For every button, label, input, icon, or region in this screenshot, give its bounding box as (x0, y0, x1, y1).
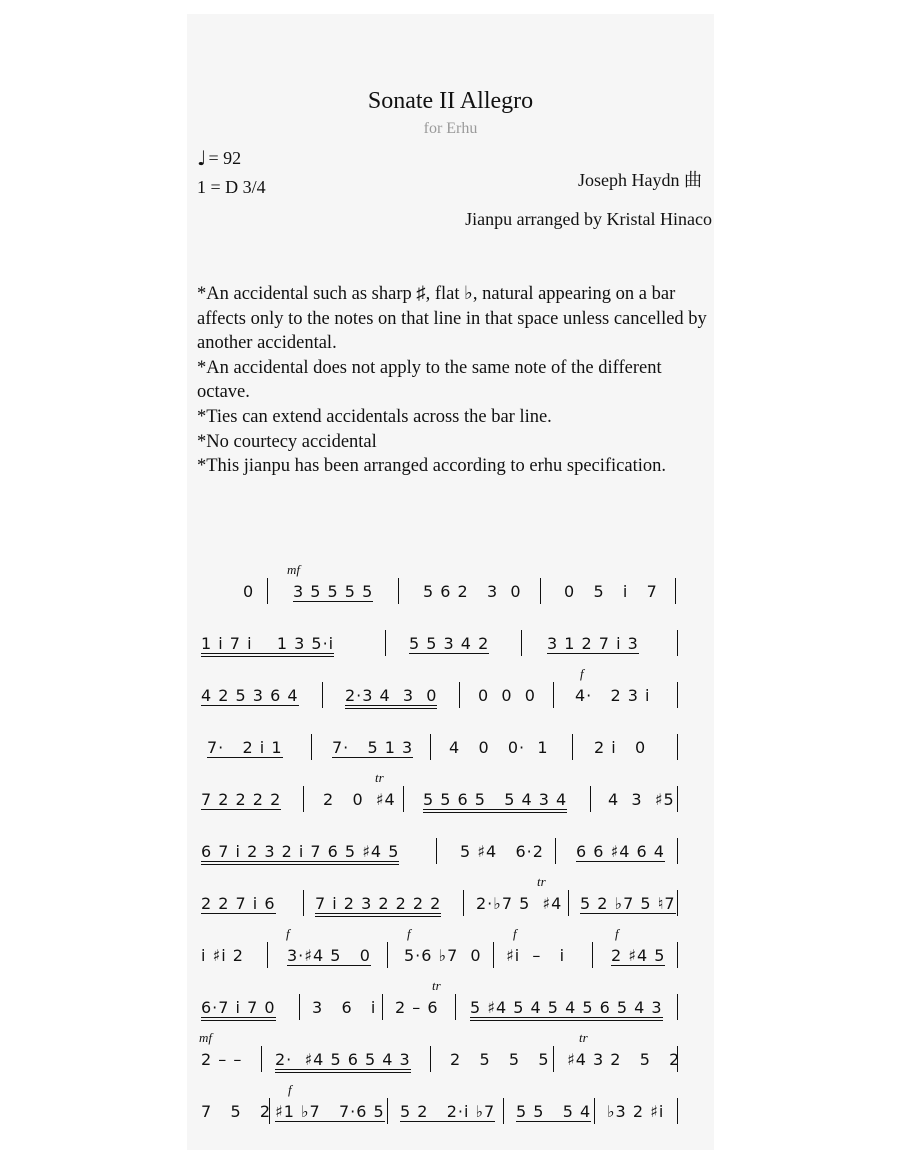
measure: 2 – – (201, 1050, 243, 1069)
score-row (187, 978, 714, 1038)
measure: 7 5 2 (201, 1102, 272, 1121)
bar-line (553, 682, 554, 708)
bar-line (430, 734, 431, 760)
measure: 4 3 ♯5 (608, 790, 675, 809)
dynamic-mark: f (615, 926, 619, 941)
bar-line (299, 994, 300, 1020)
dynamic-mark: f (288, 1082, 292, 1097)
measure: 6 6 ♯4 6 4 (576, 842, 665, 861)
measure: 0 5 i 7 (564, 582, 658, 601)
measure: 5 ♯4 6·2 (460, 842, 544, 861)
note-line: *No courtecy accidental (197, 431, 377, 452)
bar-line (677, 994, 678, 1020)
measure: 3 5 5 5 5 (293, 582, 374, 601)
dynamic-mark: mf (287, 562, 300, 577)
note-line: *An accidental does not apply to the same note of the different octave. (197, 357, 662, 403)
dynamic-mark: f (580, 666, 584, 681)
note-line: *This jianpu has been arranged according to erhu specification. (197, 456, 667, 477)
bar-line (267, 578, 268, 604)
bar-line (387, 1098, 388, 1124)
bar-line (677, 682, 678, 708)
notes-block (197, 282, 707, 479)
bar-line (493, 942, 494, 968)
measure: 7· 5 1 3 (332, 738, 414, 757)
bar-line (675, 578, 676, 604)
measure: 2· ♯4 5 6 5 4 3 (275, 1050, 411, 1073)
measure: 2 0 ♯4 (323, 790, 396, 809)
measure: ♯i – i (506, 946, 566, 965)
measure: 7· 2 i 1 (207, 738, 283, 757)
score-row (187, 666, 714, 726)
measure: 5 5 3 4 2 (409, 634, 490, 653)
measure: 6 7 i 2 3 2 i 7 6 5 ♯4 5 (201, 842, 399, 865)
composer: Joseph Haydn 曲 (578, 170, 702, 190)
tempo-marking (197, 146, 241, 170)
page-title: Sonate II Allegro (367, 88, 534, 114)
bar-line (553, 1046, 554, 1072)
measure: ♯1 ♭7 7·6 5 (275, 1102, 385, 1121)
measure: 2 2 7 i 6 (201, 894, 276, 913)
bar-line (503, 1098, 504, 1124)
tempo-value: = 92 (208, 147, 242, 168)
bar-line (592, 942, 593, 968)
bar-line (261, 1046, 262, 1072)
score-row (187, 1030, 714, 1090)
measure: 1 i 7 i 1 3 5·i (201, 634, 334, 657)
trill-mark: tr (537, 874, 546, 889)
measure: 2·3 4 3 0 (345, 686, 437, 709)
quarter-note-icon: ♩ (197, 146, 207, 170)
dynamic-mark: mf (199, 1030, 212, 1045)
measure: 2 ♯4 5 (611, 946, 666, 965)
bar-line (311, 734, 312, 760)
measure: 4· 2 3 i (575, 686, 651, 705)
measure: 2 5 5 5 (450, 1050, 550, 1069)
bar-line (590, 786, 591, 812)
measure: 0 0 0 (478, 686, 536, 705)
bar-line (594, 1098, 595, 1124)
measure: 3 6 i (312, 998, 377, 1017)
arranger: Jianpu arranged by Kristal Hinaco (465, 209, 712, 229)
bar-line (455, 994, 456, 1020)
key-signature: 1 = D 3/4 (197, 177, 266, 197)
measure: 5 2 2·i ♭7 (400, 1102, 496, 1121)
page-subtitle: for Erhu (423, 120, 478, 137)
bar-line (269, 1098, 270, 1124)
bar-line (572, 734, 573, 760)
bar-line (521, 630, 522, 656)
measure: 4 0 0· 1 (449, 738, 549, 757)
bar-line (555, 838, 556, 864)
bar-line (459, 682, 460, 708)
score-row (187, 874, 714, 934)
bar-line (677, 1098, 678, 1124)
bar-line (322, 682, 323, 708)
bar-line (677, 942, 678, 968)
score-sheet (187, 14, 714, 1150)
bar-line (387, 942, 388, 968)
measure: ♯4 3 2 5 2 (567, 1050, 681, 1069)
measure: 5 5 5 4 (516, 1102, 592, 1121)
bar-line (677, 734, 678, 760)
bar-line (677, 890, 678, 916)
measure: 5 5 6 5 5 4 3 4 (423, 790, 567, 813)
bar-line (436, 838, 437, 864)
bar-line (430, 1046, 431, 1072)
score-row (187, 738, 714, 778)
bar-line (398, 578, 399, 604)
measure: ♭3 2 ♯i (607, 1102, 665, 1121)
score-row (187, 1082, 714, 1142)
score-row (187, 770, 714, 830)
bar-line (403, 786, 404, 812)
trill-mark: tr (375, 770, 384, 785)
measure: 5 ♯4 5 4 5 4 5 6 5 4 3 (470, 998, 663, 1021)
measure: 3 1 2 7 i 3 (547, 634, 639, 653)
bar-line (677, 630, 678, 656)
measure: 3·♯4 5 0 (287, 946, 371, 965)
measure: 2 – 6 (395, 998, 439, 1017)
measure: 2 i 0 (594, 738, 647, 757)
bar-line (677, 1046, 678, 1072)
bar-line (677, 838, 678, 864)
bar-line (303, 786, 304, 812)
dynamic-mark: f (407, 926, 411, 941)
bar-line (677, 786, 678, 812)
trill-mark: tr (432, 978, 441, 993)
measure: 5 6 2 3 0 (423, 582, 522, 601)
score-row (187, 634, 714, 674)
bar-line (385, 630, 386, 656)
note-line: *An accidental such as sharp ♯, flat ♭, natural appearing on a bar affects only to the notes on that line in that space unless cancelled by another accidental. (197, 284, 707, 354)
measure: 2·♭7 5 ♯4 (476, 894, 563, 913)
bar-line (540, 578, 541, 604)
score-row (187, 926, 714, 986)
bar-line (463, 890, 464, 916)
measure: 7 i 2 3 2 2 2 2 (315, 894, 441, 917)
bar-line (267, 942, 268, 968)
dynamic-mark: f (513, 926, 517, 941)
measure: 6·7 i 7 0 (201, 998, 276, 1021)
measure: 0 (243, 582, 255, 601)
bar-line (303, 890, 304, 916)
score-row (187, 562, 714, 622)
trill-mark: tr (579, 1030, 588, 1045)
measure: i ♯i 2 (201, 946, 244, 965)
measure: 5 2 ♭7 5 ♮7 (580, 894, 676, 913)
bar-line (568, 890, 569, 916)
measure: 5·6 ♭7 0 (404, 946, 482, 965)
measure: 7 2 2 2 2 (201, 790, 282, 809)
bar-line (382, 994, 383, 1020)
dynamic-mark: f (286, 926, 290, 941)
note-line: *Ties can extend accidentals across the bar line. (197, 406, 552, 427)
measure: 4 2 5 3 6 4 (201, 686, 299, 705)
score-row (187, 842, 714, 882)
